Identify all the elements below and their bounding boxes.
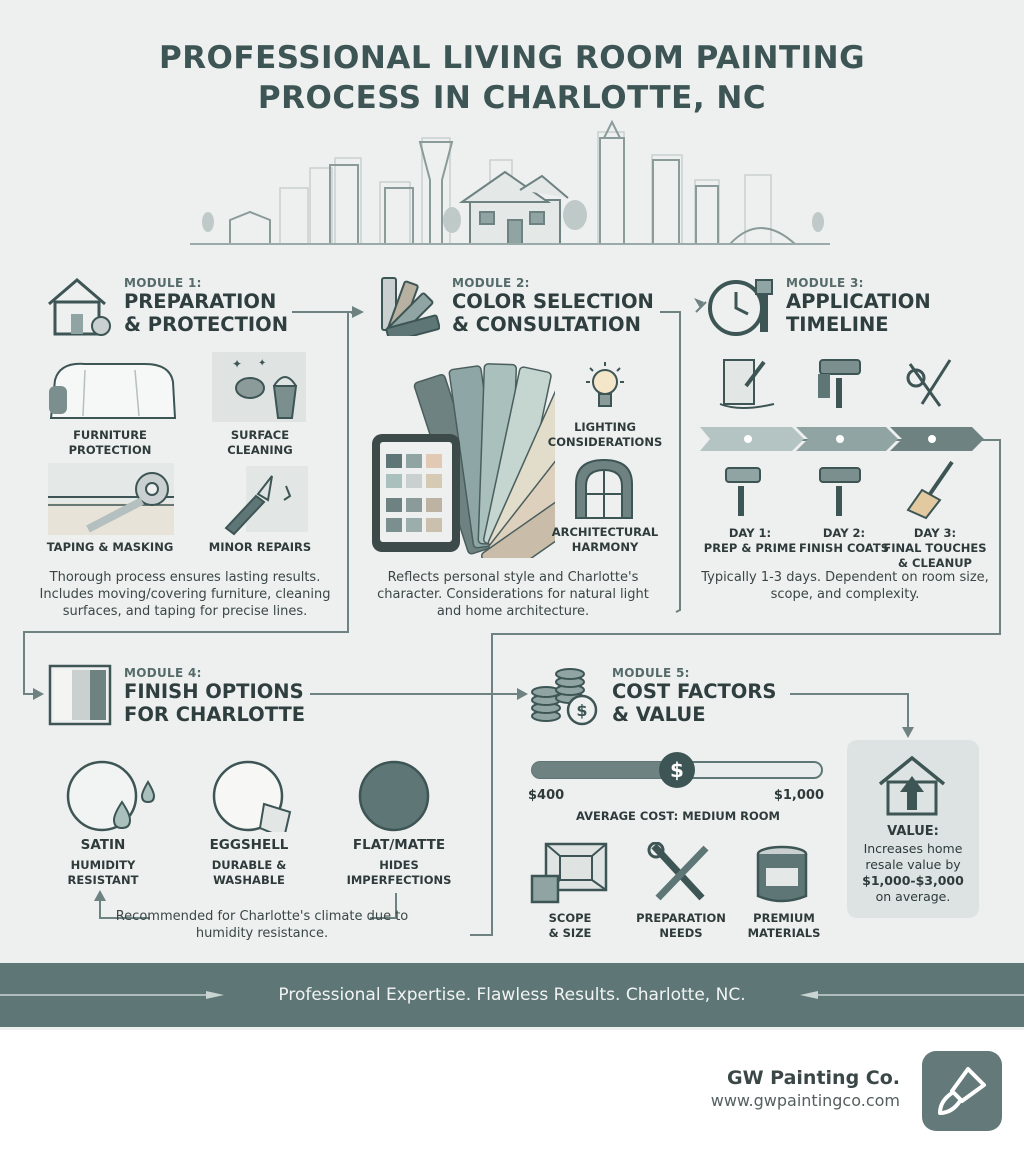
flat-matte-swatch-icon [350, 752, 446, 832]
finish-eggshell-name: EGGSHELL [209, 837, 289, 853]
timeline-tools-row [700, 356, 990, 416]
module-2-label: MODULE 2: [452, 276, 530, 290]
brand-url[interactable]: www.gwpaintingco.com [710, 1091, 900, 1110]
house-tape-icon [45, 276, 115, 338]
day-3-label: DAY 3: FINAL TOUCHES & CLEANUP [883, 526, 987, 570]
brand-name: GW Painting Co. [727, 1067, 900, 1089]
module-5-title: COST FACTORS & VALUE [612, 680, 777, 726]
value-description [847, 841, 979, 905]
cost-caption: AVERAGE COST: MEDIUM ROOM [575, 809, 780, 823]
svg-text:✦: ✦ [258, 358, 267, 369]
item-furniture-protection: FURNITURE PROTECTION [68, 428, 152, 457]
day-2-label: DAY 2: FINISH COATS [799, 526, 889, 555]
module-1-label: MODULE 1: [124, 276, 202, 290]
title-line-1: PROFESSIONAL LIVING ROOM PAINTING [158, 40, 866, 76]
item-minor-repairs: MINOR REPAIRS [208, 540, 312, 554]
cost-max-label: $1,000 [773, 788, 824, 803]
light-bulb-icon [580, 360, 630, 416]
value-amount: $1,000-$3,000 [862, 873, 964, 888]
paintbrush-logo-icon [922, 1051, 1002, 1131]
module-3-title: APPLICATION TIMELINE [786, 290, 931, 336]
value-text-after: on average. [875, 889, 951, 904]
module-4-label: MODULE 4: [124, 666, 202, 680]
cost-min-label: $400 [528, 788, 565, 803]
finish-flat-matte-note: HIDES IMPERFECTIONS [346, 858, 452, 887]
module-2-description: Reflects personal style and Charlotte's character. Considerations for natural light and home architecture. [377, 570, 649, 619]
arched-window-icon [572, 458, 636, 520]
repair-knife-icon [216, 466, 308, 536]
clock-brush-icon [706, 274, 778, 340]
cost-slider-knob [659, 752, 695, 788]
day-1-label: DAY 1: PREP & PRIME [703, 526, 797, 555]
factor-scope-size: SCOPE & SIZE [548, 911, 592, 940]
value-label: VALUE: [887, 824, 939, 839]
svg-text:$: $ [670, 758, 684, 782]
satin-swatch-icon [58, 752, 164, 832]
house-value-arrow-icon [876, 754, 950, 818]
title-line-2: PROCESS IN CHARLOTTE, NC [257, 80, 767, 116]
svg-text:✦: ✦ [232, 357, 243, 371]
module-4-description: Recommended for Charlotte's climate due to humidity resistance. [115, 909, 409, 941]
finish-satin-name: SATIN [80, 837, 126, 853]
module-3-label: MODULE 3: [786, 276, 864, 290]
module-2-title: COLOR SELECTION & CONSULTATION [452, 290, 654, 336]
item-taping-masking: TAPING & MASKING [46, 540, 174, 554]
finish-samples-icon [48, 664, 112, 726]
brand-logo [922, 1051, 1002, 1131]
wrench-screwdriver-icon [646, 842, 714, 906]
item-surface-cleaning: SURFACE CLEANING [227, 428, 293, 457]
item-lighting-considerations: LIGHTING CONSIDERATIONS [547, 420, 663, 449]
value-text-before: Increases home resale value by [863, 841, 963, 872]
module-3-description: Typically 1-3 days. Dependent on room size, scope, and complexity. [701, 570, 989, 602]
svg-text:$: $ [576, 701, 588, 720]
timeline-arrow-bar [700, 427, 990, 451]
factor-preparation-needs: PREPARATION NEEDS [636, 911, 726, 940]
coin-stack-icon [528, 664, 600, 728]
module-4-title: FINISH OPTIONS FOR CHARLOTTE [124, 680, 306, 726]
color-swatches-tablet-illustration [370, 358, 555, 558]
eggshell-swatch-icon [204, 752, 300, 832]
finish-eggshell-note: DURABLE & WASHABLE [211, 858, 287, 887]
factor-premium-materials: PREMIUM MATERIALS [747, 911, 821, 940]
finish-flat-matte-name: FLAT/MATTE [352, 837, 446, 853]
covered-sofa-icon [45, 360, 180, 422]
finish-satin-note: HUMIDITY RESISTANT [67, 858, 139, 887]
module-1-title: PREPARATION & PROTECTION [124, 290, 289, 336]
footer-tagline: Professional Expertise. Flawless Results. Charlotte, NC. [278, 985, 746, 1005]
item-architectural-harmony: ARCHITECTURAL HARMONY [551, 525, 659, 554]
module-5-label: MODULE 5: [612, 666, 690, 680]
paint-can-icon [752, 842, 814, 906]
day-tools-row [712, 460, 972, 520]
cleaning-sponge-bucket-icon [212, 352, 308, 422]
swatch-fan-icon [378, 274, 440, 336]
scope-size-icon [530, 842, 608, 906]
module-1-description: Thorough process ensures lasting results. Includes moving/covering furniture, cleaning surfaces, and taping for precise lines. [39, 570, 331, 619]
masking-tape-icon [48, 463, 174, 535]
